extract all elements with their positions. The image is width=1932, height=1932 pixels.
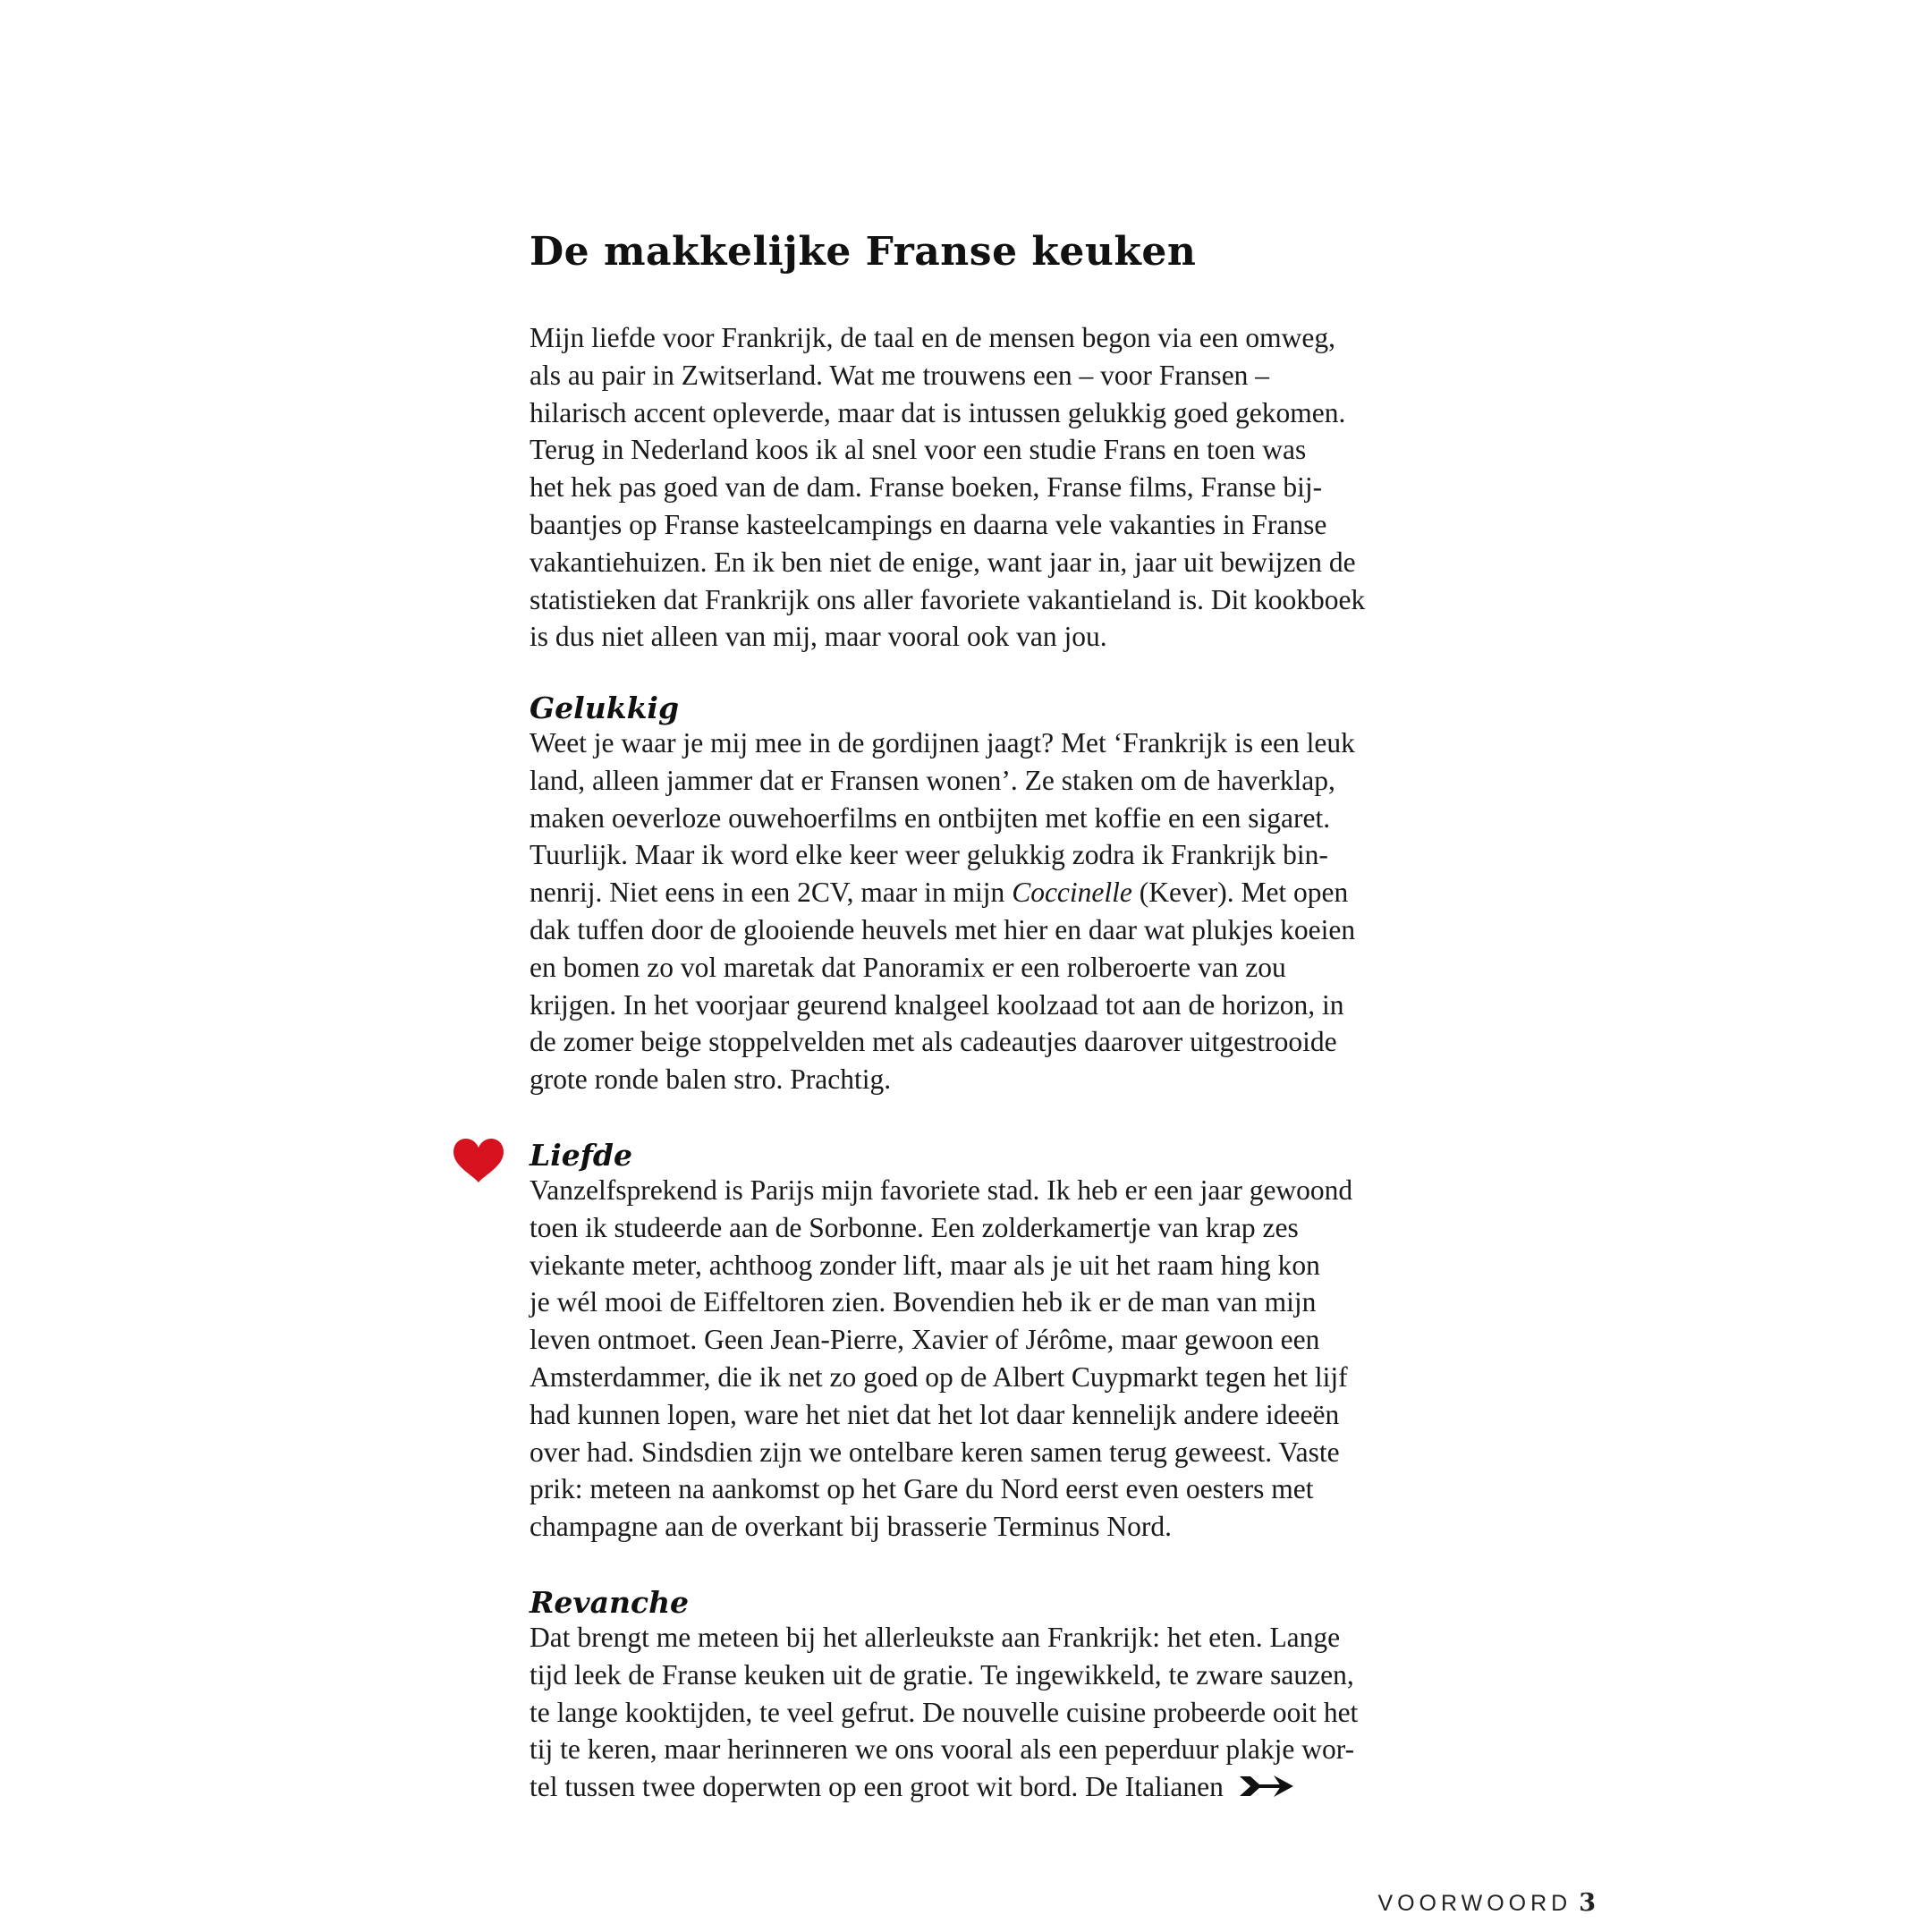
continue-arrow-icon [1238,1773,1295,1800]
text-line: land, alleen jammer dat er Fransen wonen’. Ze staken om de haverklap, [530,764,1335,796]
text-segment: (Kever). Met open [1139,877,1349,909]
italic-word: Coccinelle [1012,877,1132,909]
text-line: tij te keren, maar herinneren we ons vooral als een peperduur plakje wor- [530,1733,1355,1766]
text-line: de zomer beige stoppelvelden met als cadeautjes daarover uitgestrooide [530,1026,1337,1058]
text-line: tijd leek de Franse keuken uit de gratie. Te ingewikkeld, te zware sauzen, [530,1658,1354,1690]
text-line-with-italic [530,874,1437,911]
text-line: hilarisch accent opleverde, maar dat is intussen gelukkig goed gekomen. [530,396,1346,428]
text-line: krijgen. In het voorjaar geurend knalgeel koolzaad tot aan de horizon, in [530,988,1344,1021]
text-line: baantjes op Franse kasteelcampings en daarna vele vakanties in Franse [530,508,1327,540]
text-segment: nenrij. Niet eens in een 2CV, maar in mijn [530,877,1005,909]
intro-paragraph [530,319,1437,656]
text-line: statistieken dat Frankrijk ons aller favoriete vakantieland is. Dit kookboek [530,583,1366,615]
text-line: prik: meteen na aankomst op het Gare du Nord eerst even oesters met [530,1473,1314,1505]
section-liefde [530,1138,1437,1546]
text-line: en bomen zo vol maretak dat Panoramix er een rolberoerte van zou [530,951,1286,983]
text-line: je wél mooi de Eiffeltoren zien. Bovendien heb ik er de man van mijn [530,1286,1317,1318]
text-line: dak tuffen door de glooiende heuvels met hier en daar wat plukjes koeien [530,913,1356,945]
text-line: te lange kooktijden, te veel gefrut. De nouvelle cuisine probeerde ooit het [530,1696,1359,1728]
text-line: Vanzelfsprekend is Parijs mijn favoriete stad. Ik heb er een jaar gewoond [530,1174,1353,1206]
text-segment: tel tussen twee doperwten op een groot wit bord. De Italianen [530,1771,1224,1803]
text-line: leven ontmoet. Geen Jean-Pierre, Xavier of Jérôme, maar gewoon een [530,1324,1320,1356]
text-line: Mijn liefde voor Frankrijk, de taal en de mensen begon via een omweg, [530,322,1335,353]
section-heading-gelukkig: Gelukkig [530,691,680,725]
text-line: Tuurlijk. Maar ik word elke keer weer gelukkig zodra ik Frankrijk bin- [530,839,1328,871]
text-line: het hek pas goed van de dam. Franse boeken, Franse films, Franse bij- [530,471,1323,504]
section-heading-liefde: Liefde [530,1138,633,1173]
text-line: als au pair in Zwitserland. Wat me trouwens een – voor Fransen – [530,359,1270,391]
text-line: champagne aan de overkant bij brasserie Terminus Nord. [530,1511,1172,1543]
text-line: is dus niet alleen van mij, maar vooral ook van jou. [530,621,1107,653]
section-revanche [530,1585,1437,1806]
text-line: viekante meter, achthoog zonder lift, maar als je uit het raam hing kon [530,1249,1320,1281]
text-line-with-arrow [530,1768,1437,1806]
page-title: De makkelijke Franse keuken [530,229,1197,275]
text-line: grote ronde balen stro. Prachtig. [530,1063,892,1096]
heart-icon [452,1138,505,1184]
text-line: Dat brengt me meteen bij het allerleukste aan Frankrijk: het eten. Lange [530,1622,1341,1653]
section-heading-revanche: Revanche [530,1585,690,1620]
text-line: maken oeverloze ouwehoerfilms en ontbijten met koffie en een sigaret. [530,801,1331,834]
text-line: Terug in Nederland koos ik al snel voor een studie Frans en toen was [530,434,1307,466]
text-line: Weet je waar je mij mee in de gordijnen jaagt? Met ‘Frankrijk is een leuk [530,727,1355,758]
running-section-label: VOORWOORD [1377,1891,1572,1916]
page-footer [1377,1889,1596,1917]
text-line: Amsterdammer, die ik net zo goed op de Albert Cuypmarkt tegen het lijf [530,1360,1348,1393]
text-line: over had. Sindsdien zijn we ontelbare keren samen terug geweest. Vaste [530,1436,1340,1468]
text-line: vakantiehuizen. En ik ben niet de enige, want jaar in, jaar uit bewijzen de [530,546,1356,578]
section-gelukkig [530,691,1437,1098]
text-line: toen ik studeerde aan de Sorbonne. Een zolderkamertje van krap zes [530,1211,1299,1243]
page-number: 3 [1579,1889,1596,1917]
text-line: had kunnen lopen, ware het niet dat het lot daar kennelijk andere ideeën [530,1398,1340,1430]
